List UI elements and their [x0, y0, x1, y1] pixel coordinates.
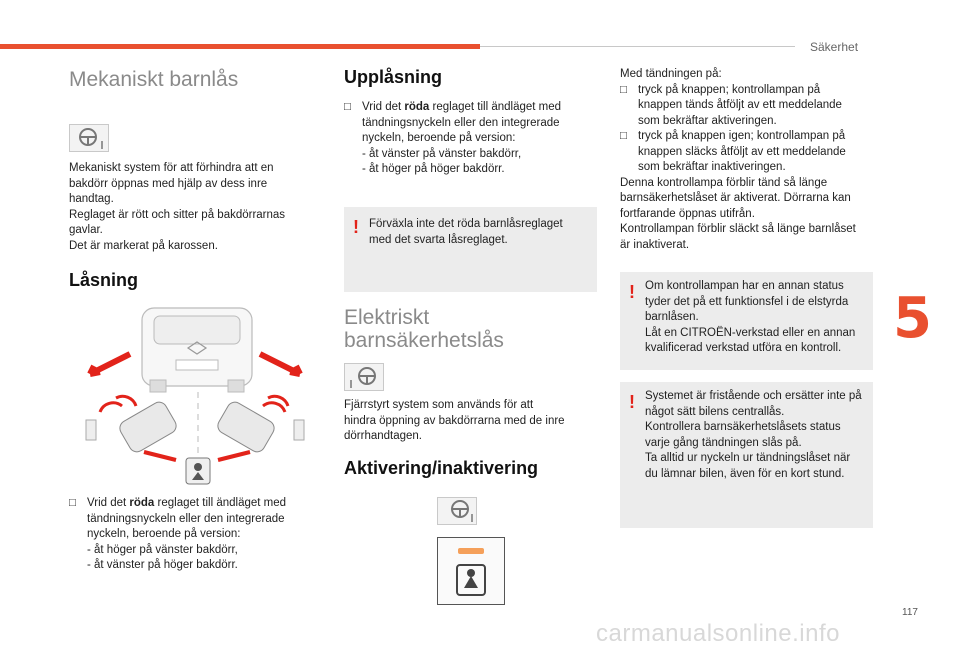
- checkbox-bullet-icon: □: [69, 497, 76, 509]
- header-divider: [480, 46, 795, 47]
- warning-box-mixup: ! Förväxla inte det röda barnlåsreglaget med det svarta låsreglaget.: [344, 207, 597, 292]
- unlocking-bullet: □ Vrid det röda reglaget till ändläget med: [344, 100, 594, 116]
- checkbox-bullet-icon: □: [344, 101, 351, 113]
- child-lock-button[interactable]: [437, 537, 505, 605]
- unlocking-heading: Upplåsning: [344, 67, 442, 87]
- status-lamp: [458, 548, 484, 554]
- activation-text: Med tändningen på: □ tryck på knappen; kontrollampan på knappen tänds åtföljt av ett meddelande som bekräftar aktiveringen. □ tryck på knappen igen; kontrollampan på knappen släcks åtföljt av ett meddelande som bekräftar inaktiveringen. Denna kontrollampa förblir tänd så länge barnsäkerhetslåset är aktiverat. Dörrarna kan fortfarande öppnas utifrån. Kontrollampan förblir släckt så länge barnlåset är inaktiverat.: [620, 68, 856, 251]
- watermark: carmanualsonline.info: [596, 620, 840, 647]
- car-rear-doors-illustration: [80, 302, 310, 487]
- exclamation-icon: !: [629, 392, 635, 412]
- steering-wheel-icon: [69, 124, 109, 152]
- checkbox-bullet-icon: □: [620, 83, 627, 96]
- mechanical-lock-title: Mekaniskt barnlås: [69, 68, 239, 91]
- locking-bullet: □ Vrid det röda reglaget till ändläget med: [69, 496, 314, 512]
- unlocking-instructions: □ Vrid det röda reglaget till ändläget med tändningsnyckeln eller den integrerade nyckeln, beroende på version: - åt vänster på vänster bakdörr, - åt höger på höger bakdörr.: [344, 100, 594, 178]
- activation-heading: Aktivering/inaktivering: [344, 458, 539, 478]
- locking-heading: Låsning: [69, 270, 139, 290]
- child-lock-icon: [454, 562, 488, 598]
- checkbox-bullet-icon: □: [620, 130, 627, 142]
- chapter-number: 5: [893, 286, 932, 351]
- page-number: 117: [902, 607, 918, 618]
- warning-box-malfunction: ! Om kontrollampan har en annan status tyder det på ett funktionsfel i de elstyrda barnlåsen. Låt en CITROËN-verkstad eller en annan kvalificerad verkstad utföra en kontroll.: [620, 272, 873, 370]
- warning-box-central-lock: ! Systemet är fristående och ersätter inte på något sätt bilens centrallås. Kontrollera barnsäkerhetslåsets status varje gång tändningen slås på. Ta alltid ur nyckeln ur tändningslåset när du lämnar bilen, även för en kort stund.: [620, 382, 873, 528]
- steering-wheel-icon: [344, 363, 384, 391]
- electric-lock-title: Elektriskt barnsäkerhetslås: [344, 306, 504, 353]
- exclamation-icon: !: [353, 217, 359, 237]
- locking-instructions: □ Vrid det röda reglaget till ändläget med tändningsnyckeln eller den integrerade nyckeln, beroende på version: - åt höger på vänster bakdörr, - åt vänster på höger bakdörr.: [69, 496, 314, 574]
- electric-lock-intro: Fjärrstyrt system som används för att hindra öppning av bakdörrarna med de inre dörrhandtagen.: [344, 399, 565, 442]
- header-accent-bar: [0, 44, 480, 49]
- section-title: Säkerhet: [810, 40, 859, 54]
- mechanical-lock-intro: Mekaniskt system för att förhindra att en bakdörr öppnas med hjälp av dess inre handtag. Reglaget är rött och sitter på bakdörrarnas gavlar. Det är markerat på karossen.: [69, 162, 286, 252]
- exclamation-icon: !: [629, 282, 635, 302]
- steering-wheel-icon: [437, 497, 477, 525]
